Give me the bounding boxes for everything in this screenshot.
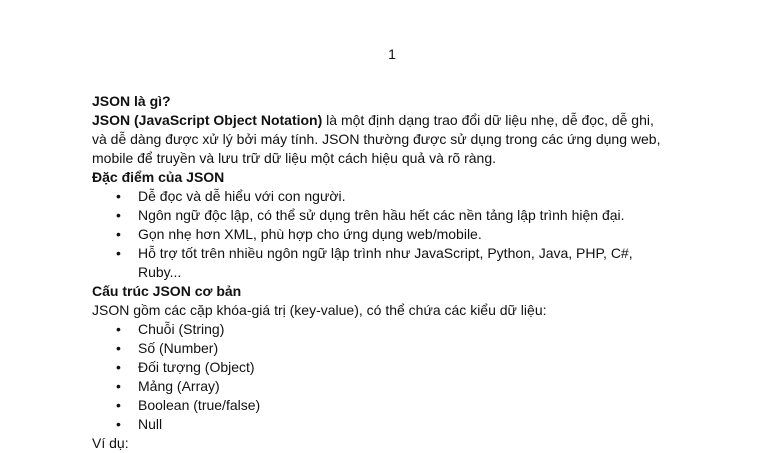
list-item — [92, 206, 692, 225]
list-item — [92, 320, 692, 339]
page-number: 1 — [388, 46, 396, 62]
list-item — [92, 225, 692, 244]
list-item — [92, 415, 692, 434]
list-item — [92, 339, 692, 358]
section-heading-what-is-json: JSON là gì? — [92, 93, 171, 109]
features-list — [92, 187, 692, 282]
data-types-list — [92, 320, 692, 434]
list-item-text: Hỗ trợ tốt trên nhiều ngôn ngữ lập trình như JavaScript, Python, Java, PHP, C#, — [138, 245, 633, 261]
list-item-text: Đối tượng (Object) — [138, 359, 255, 375]
list-item — [92, 358, 692, 377]
list-item-text: Boolean (true/false) — [138, 397, 261, 413]
list-item-text: Mảng (Array) — [138, 378, 220, 394]
section-heading-structure: Cấu trúc JSON cơ bản — [92, 283, 242, 299]
example-label: Ví dụ: — [92, 435, 129, 451]
bullet-icon: • — [116, 340, 121, 356]
bullet-icon: • — [116, 245, 121, 261]
list-item-text: Null — [138, 416, 163, 432]
bullet-icon: • — [116, 378, 121, 394]
list-item — [92, 396, 692, 415]
bullet-icon: • — [116, 359, 121, 375]
intro-text: là một định dạng trao đổi dữ liệu nhẹ, dễ đọc, dễ ghi, — [322, 112, 654, 128]
list-item-text: Số (Number) — [138, 340, 219, 356]
bullet-icon: • — [116, 226, 121, 242]
list-item-text: Gọn nhẹ hơn XML, phù hợp cho ứng dụng web/mobile. — [138, 226, 482, 242]
intro-paragraph-line-2: và dễ dàng được xử lý bởi máy tính. JSON thường được sử dụng trong các ứng dụng web, — [92, 131, 661, 147]
json-definition-term: JSON (JavaScript Object Notation) — [92, 112, 323, 128]
list-item-continuation: Ruby... — [138, 264, 182, 280]
section-heading-features: Đặc điểm của JSON — [92, 169, 225, 185]
list-item — [92, 187, 692, 206]
bullet-icon: • — [116, 416, 121, 432]
bullet-icon: • — [116, 397, 121, 413]
intro-paragraph-line-1 — [92, 111, 692, 130]
bullet-icon: • — [116, 188, 121, 204]
list-item — [92, 244, 692, 282]
list-item-text: Chuỗi (String) — [138, 321, 225, 337]
bullet-icon: • — [116, 321, 121, 337]
list-item-text: Ngôn ngữ độc lập, có thể sử dụng trên hầu hết các nền tảng lập trình hiện đại. — [138, 207, 625, 223]
structure-intro: JSON gồm các cặp khóa-giá trị (key-value), có thể chứa các kiểu dữ liệu: — [92, 302, 547, 318]
intro-paragraph-line-3: mobile để truyền và lưu trữ dữ liệu một cách hiệu quả và rõ ràng. — [92, 150, 496, 166]
list-item — [92, 377, 692, 396]
list-item-text: Dễ đọc và dễ hiểu với con người. — [138, 188, 346, 204]
bullet-icon: • — [116, 207, 121, 223]
document-body — [92, 92, 692, 453]
